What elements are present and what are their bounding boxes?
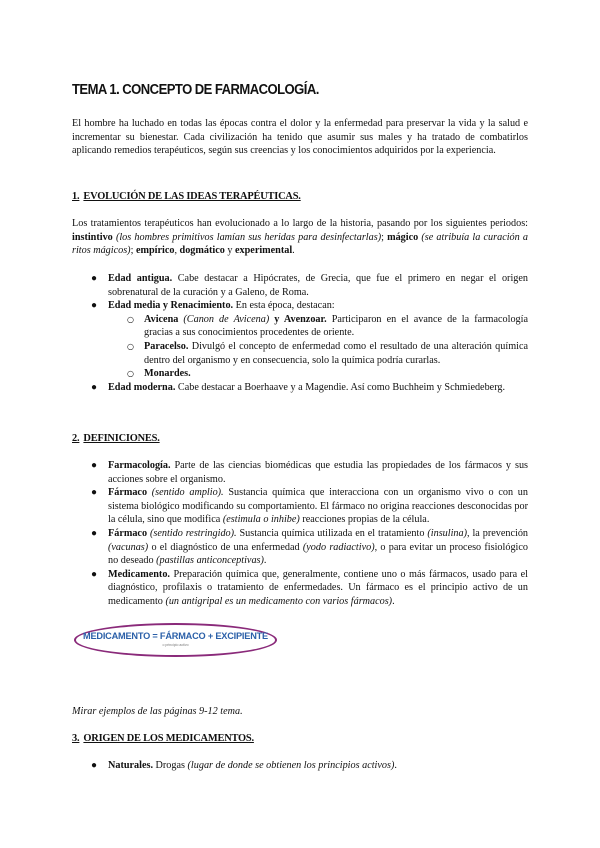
section-title: ORIGEN DE LOS MEDICAMENTOS. — [83, 733, 254, 744]
origin-list — [72, 759, 528, 773]
section-title: DEFINICIONES. — [83, 433, 160, 444]
bullet-icon: ● — [91, 460, 98, 471]
note: (vacunas) — [108, 541, 149, 553]
intro-paragraph: El hombre ha luchado en todas las épocas contra el dolor y la enfermedad para preservar la vida y la salud e incrementar su bienestar. Cada civilización ha tenido que asumir sus males y ha tratado de combatirlos aplicando remedios terapéuticos, según sus creencias y los conocimientos adquiridos por la experiencia. — [72, 118, 528, 157]
item-text: Parte de las ciencias biomédicas que estudia las propiedades de los fármacos y sus acciones sobre el organismo. — [108, 460, 528, 485]
note: (lugar de donde se obtienen los principios activos) — [187, 760, 395, 771]
item-label: Edad antigua. — [108, 273, 173, 284]
section-number: 1. — [72, 191, 80, 202]
item-text: Preparación química que, generalmente, contiene uno o más fármacos, usado para el diagnóstico, profilaxis o tratamiento de enfermedades. Un fármaco es el principio activo de un medicamento — [108, 568, 528, 607]
text-run: , — [174, 245, 180, 257]
note: (los hombres primitivos lamían sus heridas para desinfectarlas) — [115, 231, 382, 243]
section-1-heading — [72, 190, 301, 204]
term: mágico — [387, 231, 419, 243]
term: empírico — [135, 245, 175, 257]
medicamento-formula-image — [74, 623, 277, 657]
list-item — [72, 527, 528, 568]
item-label: Monardes. — [144, 368, 191, 380]
item-text: Sustancia química utilizada en el tratamiento — [236, 527, 428, 539]
item-text: Divulgó el concepto de enfermedad como el resultado de una alteración química dentro del organismo y en consecuencia, solo la química podría curarlas. — [144, 340, 528, 366]
note: (sentido amplio). — [147, 487, 224, 499]
document-title: TEMA 1. CONCEPTO DE FARMACOLOGÍA. — [72, 82, 319, 98]
text-run: Los tratamientos terapéuticos han evolucionado a lo largo de la historia, pasando por los siguientes periodos: — [72, 218, 528, 229]
term: experimental — [235, 245, 293, 257]
section-number: 2. — [72, 433, 80, 444]
term: instintivo — [72, 231, 113, 243]
item-label: Medicamento. — [108, 568, 170, 580]
list-item — [72, 486, 528, 527]
formula-text: MEDICAMENTO = FÁRMACO + EXCIPIENTE — [83, 631, 268, 641]
circle-bullet-icon: ○ — [127, 314, 134, 324]
item-text: Sustancia química que interacciona con un organismo vivo o con un sistema biológico modificando su comportamiento. El fármaco no origina reacciones desconocidas por la célula, sino que modifica — [108, 487, 528, 526]
bullet-icon: ● — [91, 568, 98, 580]
sub-list — [108, 313, 528, 381]
item-text: reacciones propias de la célula. — [299, 514, 430, 526]
term: dogmático — [179, 245, 225, 257]
item-label: Fármaco — [108, 527, 148, 539]
circle-bullet-icon: ○ — [127, 369, 134, 379]
history-list — [72, 272, 528, 394]
note: (se atribuía la curación a ritos mágicos) — [72, 231, 528, 257]
section-1-paragraph — [72, 217, 528, 258]
sub-list-item — [108, 367, 528, 381]
list-item — [72, 568, 528, 609]
item-label: Edad moderna. — [108, 381, 176, 393]
item-text: . — [394, 760, 397, 771]
item-text: Cabe destacar a Boerhaave y a Magendie. Así como Buchheim y Schmiedeberg. — [175, 381, 506, 393]
list-item — [72, 272, 528, 299]
item-label: Farmacología. — [108, 460, 171, 471]
bullet-icon: ● — [91, 300, 98, 312]
section-number: 3. — [72, 733, 80, 744]
list-item — [72, 381, 528, 395]
item-text: En esta época, destacan: — [233, 300, 335, 312]
item-text: , o para evitar un proceso fisiológico no deseado — [108, 541, 528, 567]
note: (Canon de Avicena) — [178, 313, 270, 325]
bullet-icon: ● — [91, 273, 98, 284]
note: (pastillas anticonceptivas) — [156, 555, 264, 567]
section-title: EVOLUCIÓN DE LAS IDEAS TERAPÉUTICAS. — [83, 191, 301, 202]
text-run: ; — [130, 245, 136, 257]
sub-list-item — [108, 313, 528, 340]
circle-bullet-icon: ○ — [127, 341, 134, 351]
note: (un antigripal es un medicamento con varios fármacos) — [165, 595, 393, 607]
bullet-icon: ● — [91, 381, 98, 393]
section-3-heading — [72, 732, 254, 746]
sub-list-item — [108, 340, 528, 367]
formula-subtext: o principio activo — [162, 643, 189, 647]
item-label: Avicena — [144, 313, 179, 325]
note: (estimula o inhibe) — [222, 514, 300, 526]
list-item — [72, 299, 528, 381]
text-run: y — [269, 313, 284, 325]
bullet-icon: ● — [91, 527, 98, 539]
note: (yodo radiactivo) — [302, 541, 375, 553]
text-run: y — [224, 245, 236, 257]
item-text: Drogas — [153, 760, 188, 771]
item-label: Paracelso. — [144, 340, 189, 352]
bullet-icon: ● — [91, 487, 98, 499]
item-text: o el diagnóstico de una enfermedad — [148, 541, 303, 553]
item-label: Avenzoar. — [283, 313, 327, 325]
note: (sentido restringido). — [147, 527, 237, 539]
examples-note — [72, 705, 528, 719]
note: Mirar ejemplos de las páginas 9-12 tema. — [72, 706, 243, 717]
item-text: . — [263, 555, 267, 567]
text-run: . — [292, 245, 295, 257]
definitions-list — [72, 459, 528, 609]
item-text: Cabe destacar a Hipócrates, de Grecia, que fue el primero en negar el origen sobrenatural de la curación y a Galeno, de Roma. — [108, 273, 528, 298]
item-text: , la prevención — [467, 527, 529, 539]
item-label: Naturales. — [108, 760, 153, 771]
item-text: Participaron en el avance de la farmacología gracias a sus conocimientos procedentes de oriente. — [144, 313, 528, 339]
list-item — [72, 459, 528, 486]
section-2-heading — [72, 432, 160, 446]
list-item — [72, 759, 528, 773]
note: (insulina) — [427, 527, 467, 539]
item-label: Fármaco — [108, 487, 148, 499]
bullet-icon: ● — [91, 760, 98, 771]
item-text: . — [392, 595, 395, 607]
item-label: Edad media y Renacimiento. — [108, 300, 234, 312]
text-run: ; — [381, 231, 388, 243]
